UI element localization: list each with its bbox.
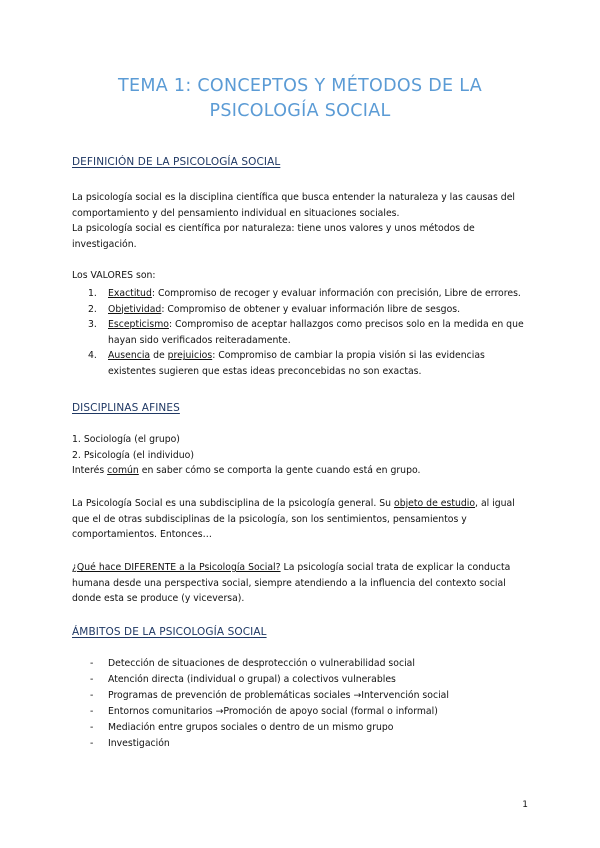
list-item	[72, 656, 449, 672]
term: Escepticismo	[108, 319, 169, 331]
list-item	[72, 736, 449, 752]
text-run: en saber cómo se comporta la gente cuando está en grupo.	[138, 465, 421, 477]
term: Exactitud	[108, 288, 152, 299]
list-item-text: Entornos comunitarios →Promoción de apoyo social (formal o informal)	[108, 706, 438, 717]
valores-list	[72, 286, 532, 380]
term-description-cont: existentes sugieren que estas ideas preconcebidas no son exactas.	[108, 365, 422, 377]
term-description: : Compromiso de aceptar hallazgos como precisos solo en la medida en que	[168, 319, 524, 331]
list-item	[72, 348, 532, 379]
term: Objetividad	[108, 303, 162, 315]
paragraph-line	[72, 560, 532, 576]
list-item: 1. Sociología (el grupo)	[72, 434, 180, 445]
list-item	[72, 302, 532, 318]
paragraph-line: La psicología social es la disciplina científica que busca entender la naturaleza y las causas del	[72, 192, 516, 203]
text-run: La Psicología Social es una subdisciplina de la psicología general. Su	[72, 498, 394, 509]
paragraph-line: investigación.	[72, 238, 137, 250]
page-number: 1	[522, 800, 528, 810]
list-item	[72, 704, 449, 720]
list-item-text: Atención directa (individual o grupal) a colectivos vulnerables	[108, 674, 396, 685]
list-number: 3.	[88, 319, 97, 331]
section-heading-disciplinas: DISCIPLINAS AFINES	[72, 402, 180, 414]
ambitos-list	[72, 656, 449, 752]
paragraph-line: comportamientos. Entonces…	[72, 529, 212, 541]
list-item-text: Detección de situaciones de desprotección o vulnerabilidad social	[108, 658, 415, 669]
list-item	[72, 720, 449, 736]
title-line-2: PSICOLOGÍA SOCIAL	[209, 101, 391, 121]
list-item	[72, 317, 532, 348]
valores-intro: Los VALORES son:	[72, 270, 156, 281]
paragraph-line: humana desde una perspectiva social, siempre atendiendo a la influencia del contexto social	[72, 577, 506, 589]
term-description: : Compromiso de recoger y evaluar información con precisión, Libre de errores.	[151, 288, 521, 299]
list-number: 2.	[88, 303, 97, 315]
list-item-text: Investigación	[108, 738, 170, 749]
text-run: La psicología social trata de explicar la conducta	[280, 562, 511, 573]
paragraph-line: donde esta se produce (y viceversa).	[72, 593, 245, 605]
list-item-text: Programas de prevención de problemáticas sociales →Intervención social	[108, 690, 449, 701]
bullet: -	[90, 690, 94, 701]
list-item-text: Mediación entre grupos sociales o dentro de un mismo grupo	[108, 722, 394, 733]
paragraph-line: comportamiento y del pensamiento individual en situaciones sociales.	[72, 207, 400, 219]
term-description: : Compromiso de cambiar la propia visión si las evidencias	[212, 350, 485, 362]
list-number: 1.	[88, 288, 97, 299]
list-item	[72, 672, 449, 688]
page-title	[60, 74, 540, 124]
term: Ausencia	[108, 350, 151, 362]
underlined-phrase: objeto de estudio	[394, 498, 476, 509]
term: prejuicios	[167, 350, 213, 362]
disciplinas-list	[72, 432, 532, 479]
list-number: 4.	[88, 350, 97, 362]
title-line-1: TEMA 1: CONCEPTOS Y MÉTODOS DE LA	[118, 76, 482, 96]
bullet: -	[90, 738, 94, 749]
paragraph-line: que el de otras subdisciplinas de la psicología, son los sentimientos, pensamientos y	[72, 513, 467, 525]
bullet: -	[90, 722, 94, 733]
bullet: -	[90, 706, 94, 717]
bullet: -	[90, 658, 94, 669]
underlined-word: común	[107, 465, 139, 477]
interes-line	[72, 463, 532, 479]
definition-paragraph	[72, 190, 532, 252]
list-item	[72, 688, 449, 704]
subdisciplina-paragraph	[72, 496, 532, 543]
diferencia-paragraph	[72, 560, 532, 607]
list-item	[72, 286, 532, 302]
section-heading-ambitos: ÁMBITOS DE LA PSICOLOGÍA SOCIAL	[72, 626, 267, 638]
section-heading-definicion: DEFINICIÓN DE LA PSICOLOGÍA SOCIAL	[72, 156, 281, 168]
term-connector: de	[150, 350, 168, 362]
text-run: Interés	[72, 465, 108, 477]
bullet: -	[90, 674, 94, 685]
text-run: , al igual	[475, 498, 515, 509]
underlined-question: ¿Qué hace DIFERENTE a la Psicología Social?	[72, 562, 281, 573]
term-description: : Compromiso de obtener y evaluar información libre de sesgos.	[161, 303, 461, 315]
paragraph-line: La psicología social es científica por naturaleza: tiene unos valores y unos métodos de	[72, 223, 475, 235]
term-description-cont: hayan sido verificados reiteradamente.	[108, 334, 291, 346]
list-item: 2. Psicología (el individuo)	[72, 449, 194, 461]
paragraph-line	[72, 496, 532, 512]
